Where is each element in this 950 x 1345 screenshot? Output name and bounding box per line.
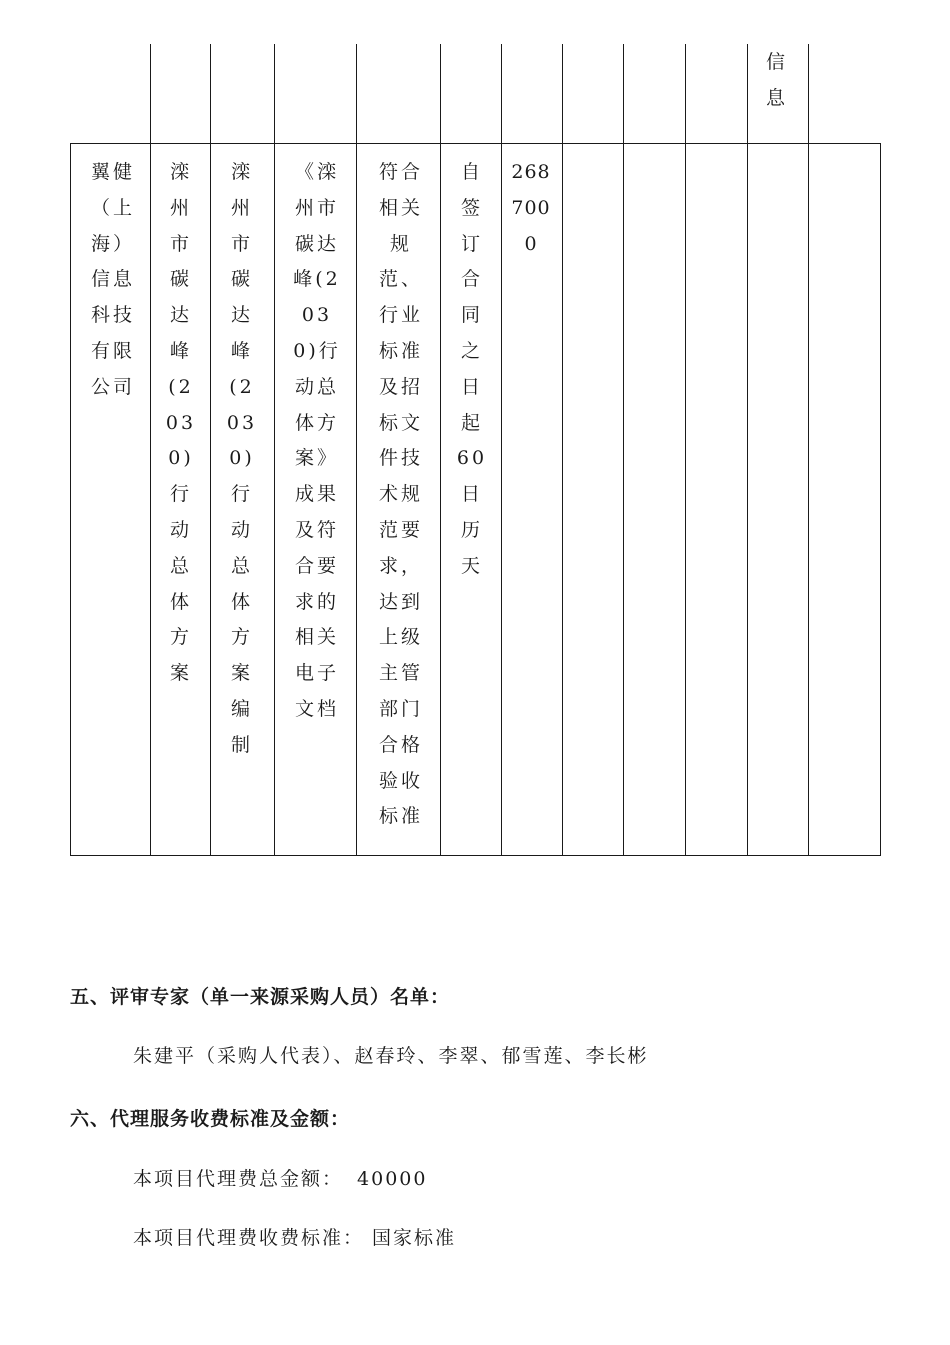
acceptance-standard-cell: 符合相关规范、行业标准及招标文件技术规范要求，达到上级主管部门合格验收标准	[378, 161, 423, 828]
section6-heading: 六、代理服务收费标准及金额：	[70, 1108, 351, 1130]
service-scope-cell: 滦州市碳达峰(2030)行动总体方案编制	[226, 161, 258, 756]
section5-heading: 五、评审专家（单一来源采购人员）名单：	[70, 986, 451, 1008]
agency-fee-total-line	[133, 1164, 427, 1191]
column-divider	[685, 44, 686, 856]
supplier-cell: 翼健（上海）信息科技有限公司	[90, 161, 135, 398]
column-divider	[440, 44, 441, 856]
column-divider	[501, 44, 502, 856]
agency-fee-standard-value: 国家标准	[372, 1227, 457, 1249]
prev-row-cell: 信息	[765, 51, 788, 109]
column-divider	[356, 44, 357, 856]
column-divider	[210, 44, 211, 856]
amount-cell: 2687000	[511, 161, 551, 255]
column-divider	[808, 44, 809, 856]
review-experts-list: 朱建平（采购人代表）、赵春玲、李翠、郁雪莲、李长彬	[133, 1045, 649, 1067]
item-name-cell: 滦州市碳达峰(2030)行动总体方案	[165, 161, 197, 685]
row-divider	[70, 143, 881, 144]
agency-fee-total-label: 本项目代理费总金额：	[133, 1168, 344, 1190]
column-divider	[623, 44, 624, 856]
deliverables-cell: 《滦州市碳达峰(2030)行动总体方案》成果及符合要求的相关电子文档	[293, 161, 341, 720]
column-divider	[150, 44, 151, 856]
column-divider	[562, 44, 563, 856]
table-right-border	[880, 143, 881, 856]
agency-fee-total-value: 40000	[357, 1168, 428, 1190]
column-divider	[274, 44, 275, 856]
column-divider	[747, 44, 748, 856]
agency-fee-standard-line	[133, 1223, 456, 1250]
table-bottom-border	[70, 855, 881, 856]
service-period-cell: 自签订合同之日起60日历天	[456, 161, 488, 577]
results-table	[70, 44, 881, 856]
agency-fee-standard-label: 本项目代理费收费标准：	[133, 1227, 365, 1249]
table-left-border	[70, 143, 71, 856]
